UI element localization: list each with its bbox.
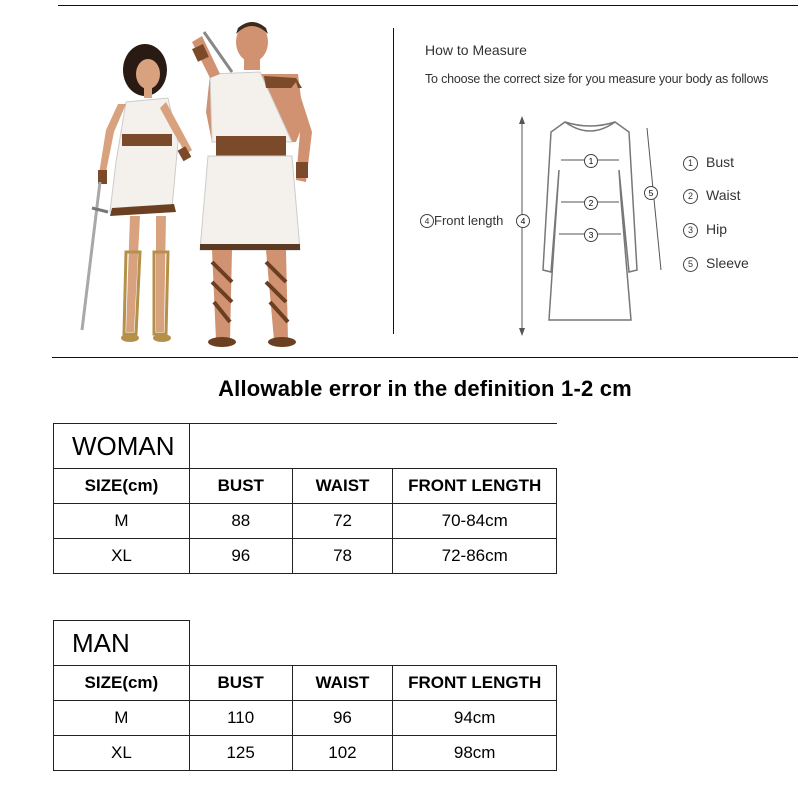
woman-size-table (53, 423, 557, 574)
legend-hip (683, 221, 727, 238)
cell-front-length: 98cm (393, 736, 557, 771)
legend-bust (683, 154, 734, 171)
header-bust: BUST (189, 469, 292, 504)
header-waist: WAIST (292, 469, 393, 504)
woman-group-label: WOMAN (54, 424, 190, 469)
man-size-table (53, 620, 557, 771)
cell-waist: 78 (292, 539, 393, 574)
legend-sleeve (683, 255, 749, 272)
how-to-measure-subtitle: To choose the correct size for you measure your body as follows (425, 72, 769, 86)
header-front-length: FRONT LENGTH (393, 469, 557, 504)
cell-waist: 72 (292, 504, 393, 539)
cell-bust: 96 (189, 539, 292, 574)
header-waist: WAIST (292, 666, 393, 701)
man-header-spacer (189, 621, 556, 666)
legend-sleeve-number: 5 (683, 257, 698, 272)
woman-figure (82, 44, 192, 342)
cell-size: XL (54, 736, 190, 771)
legend-bust-number: 1 (683, 156, 698, 171)
woman-header-spacer (189, 424, 556, 469)
dress-measure-diagram (415, 110, 675, 340)
table-header-row (54, 666, 557, 701)
table-row (54, 736, 557, 771)
legend-sleeve-label: Sleeve (706, 255, 749, 271)
legend-hip-label: Hip (706, 221, 728, 237)
diagram-number-sleeve: 5 (644, 186, 658, 200)
legend-waist-label: Waist (706, 187, 741, 203)
legend-hip-number: 3 (683, 223, 698, 238)
allowable-error-headline: Allowable error in the definition 1-2 cm (218, 376, 632, 401)
table-row (54, 539, 557, 574)
bottom-border-line (52, 357, 798, 358)
cell-size: XL (54, 539, 190, 574)
man-group-label: MAN (54, 621, 190, 666)
table-row (54, 701, 557, 736)
cell-front-length: 94cm (393, 701, 557, 736)
cell-front-length: 72-86cm (393, 539, 557, 574)
cell-bust: 88 (189, 504, 292, 539)
front-length-number: 4 (420, 214, 434, 228)
diagram-number-hip: 3 (584, 228, 598, 242)
cell-size: M (54, 504, 190, 539)
cell-bust: 125 (189, 736, 292, 771)
legend-bust-label: Bust (706, 154, 735, 170)
cell-front-length: 70-84cm (393, 504, 557, 539)
divider-line (393, 28, 394, 334)
table-row (54, 504, 557, 539)
cell-waist: 102 (292, 736, 393, 771)
top-border-line (58, 5, 798, 6)
diagram-number-bust: 1 (584, 154, 598, 168)
diagram-number-front-length: 4 (516, 214, 530, 228)
header-size: SIZE(cm) (54, 469, 190, 504)
legend-waist-number: 2 (683, 189, 698, 204)
how-to-measure-title: How to Measure (425, 42, 527, 58)
cell-size: M (54, 701, 190, 736)
header-front-length: FRONT LENGTH (393, 666, 557, 701)
table-header-row (54, 469, 557, 504)
legend-waist (683, 187, 740, 204)
costume-photo (60, 12, 360, 352)
cell-bust: 110 (189, 701, 292, 736)
cell-waist: 96 (292, 701, 393, 736)
man-figure (192, 22, 312, 347)
header-size: SIZE(cm) (54, 666, 190, 701)
header-bust: BUST (189, 666, 292, 701)
front-length-text: Front length (434, 213, 504, 228)
diagram-number-waist: 2 (584, 196, 598, 210)
